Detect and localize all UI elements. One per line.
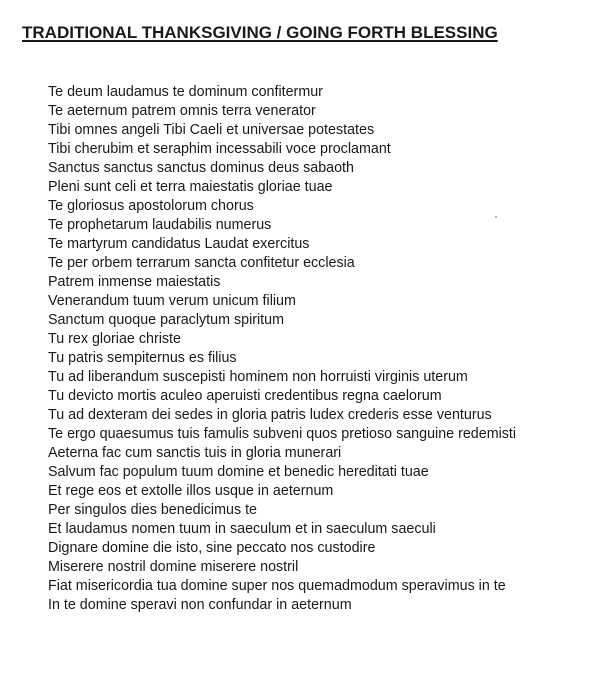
document-title: TRADITIONAL THANKSGIVING / GOING FORTH BLESSING: [22, 23, 498, 42]
verse-line: Tibi omnes angeli Tibi Caeli et universae potestates: [48, 122, 375, 138]
verse-line: Tu ad liberandum suscepisti hominem non horruisti virginis uterum: [48, 369, 468, 385]
verse-line: Per singulos dies benedicimus te: [48, 502, 258, 518]
verse-line: Tu ad dexteram dei sedes in gloria patris ludex crederis esse venturus: [48, 407, 492, 423]
scan-speck: [495, 216, 497, 218]
verse-line: Dignare domine die isto, sine peccato nos custodire: [48, 540, 376, 556]
verse-line: Tibi cherubim et seraphim incessabili voce proclamant: [48, 141, 391, 157]
verse-line: Salvum fac populum tuum domine et benedic hereditati tuae: [48, 464, 429, 480]
verse-line: Et rege eos et extolle illos usque in aeternum: [48, 483, 334, 499]
verse-line: Te martyrum candidatus Laudat exercitus: [48, 236, 310, 252]
verse-line: Te deum laudamus te dominum confitermur: [48, 84, 323, 100]
verse-line: In te domine speravi non confundar in aeternum: [48, 597, 352, 613]
verse-line: Sanctum quoque paraclytum spiritum: [48, 312, 285, 328]
verse-line: Aeterna fac cum sanctis tuis in gloria munerari: [48, 445, 342, 461]
verse-line: Te gloriosus apostolorum chorus: [48, 198, 254, 214]
verse-line: Tu devicto mortis aculeo aperuisti credentibus regna caelorum: [48, 388, 442, 404]
verse-line: Et laudamus nomen tuum in saeculum et in saeculum saeculi: [48, 521, 436, 537]
verse-line: Fiat misericordia tua domine super nos quemadmodum speravimus in te: [48, 578, 506, 594]
verse-line: Te ergo quaesumus tuis famulis subveni quos pretioso sanguine redemisti: [48, 426, 517, 442]
verse-line: Te prophetarum laudabilis numerus: [48, 217, 272, 233]
verse-line: Te aeternum patrem omnis terra venerator: [48, 103, 316, 119]
verse-line: Patrem inmense maiestatis: [48, 274, 221, 290]
verse-line: Te per orbem terrarum sancta confitetur ecclesia: [48, 255, 355, 271]
verse-line: Miserere nostril domine miserere nostril: [48, 559, 299, 575]
verse-line: Pleni sunt celi et terra maiestatis gloriae tuae: [48, 179, 333, 195]
verse-line: Sanctus sanctus sanctus dominus deus sabaoth: [48, 160, 354, 176]
verse-list: [48, 83, 516, 615]
verse-line: Venerandum tuum verum unicum filium: [48, 293, 296, 309]
verse-line: Tu patris sempiternus es filius: [48, 350, 237, 366]
verse-line: Tu rex gloriae christe: [48, 331, 181, 347]
